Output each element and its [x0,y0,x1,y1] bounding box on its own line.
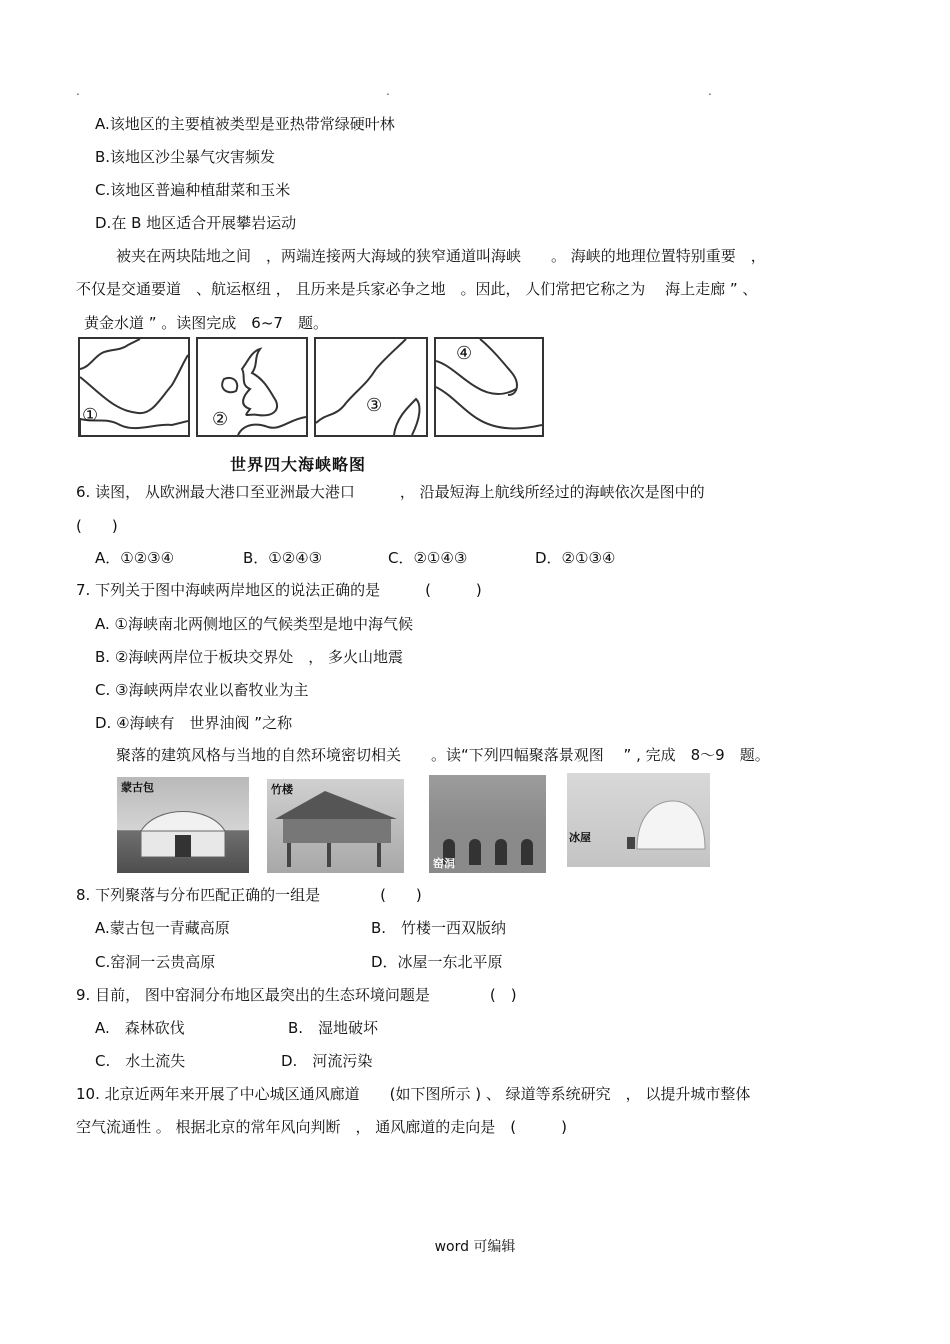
header-mark: . [708,84,712,98]
q9-option-d: D. 河流污染 [281,1052,373,1070]
q6-option-c: C．②①④③ [388,549,468,567]
q6-option-b: B．①②④③ [243,549,323,567]
q7-option-a: A. ①海峡南北两侧地区的气候类型是地中海气候 [95,615,413,633]
strait-label-3: ③ [366,395,383,416]
footer: word 可编辑 [434,1239,516,1255]
igloo-drawing [567,773,710,867]
q9-option-b: B. 湿地破坏 [288,1019,379,1037]
photo-bamboo-house [267,779,404,873]
header-mark: . [76,84,80,98]
passage1-line1: 被夹在两块陆地之间 ，两端连接两大海域的狭窄通道叫海峡 。 海峡的地理位置特别重要 ， [116,247,766,265]
q6-stem: 6. 读图， 从欧洲最大港口至亚洲最大港口 ， 沿最短海上航线所经过的海峡依次是图中的 [76,483,705,501]
q9-option-a: A. 森林砍伐 [95,1019,185,1037]
photo-label-igloo: 冰屋 [569,831,591,844]
q6-option-a: A．①②③④ [95,549,175,567]
q5-option-c: C.该地区普遍种植甜菜和玉米 [95,181,291,199]
q7-option-d: D. ④海峡有 世界油阀 ”之称 [95,714,293,732]
photo-yurt [117,777,249,873]
q9-option-c: C. 水土流失 [95,1052,186,1070]
q6-paren: ( ) [76,517,118,535]
strait-map-4-drawing [436,339,542,435]
strait-map-1 [78,337,190,437]
strait-figure-caption: 世界四大海峡略图 [230,455,367,474]
passage1-line3: 黄金水道 ” 。读图完成 6~7 题。 [84,314,328,332]
q5-option-b: B.该地区沙尘暴气灾害频发 [95,148,276,166]
q10-line2: 空气流通性 。 根据北京的常年风向判断 ， 通风廊道的走向是 ( ) [76,1118,568,1136]
q6-option-d: D．②①③④ [535,549,616,567]
q8-stem: 8. 下列聚落与分布匹配正确的一组是 ( ) [76,886,422,904]
q5-option-a: A.该地区的主要植被类型是亚热带常绿硬叶林 [95,115,395,133]
photo-cave-dwelling [429,775,546,873]
photo-igloo [567,773,710,867]
passage1-line2: 不仅是交通要道 、航运枢纽 ， 且历来是兵家必争之地 。因此， 人们常把它称之为 海上走廊 ” 、 [76,280,758,298]
q5-option-d: D.在 B 地区适合开展攀岩运动 [95,214,297,232]
q8-option-d: D．冰屋一东北平原 [371,953,503,971]
passage2: 聚落的建筑风格与当地的自然环境密切相关 。读“下列四幅聚落景观图 ” , 完成 8～9 题。 [116,746,770,764]
photo-label-cave: 窑洞 [433,857,455,870]
q7-stem: 7. 下列关于图中海峡两岸地区的说法正确的是 ( ) [76,581,482,599]
q8-option-a: A.蒙古包一青藏高原 [95,919,230,937]
header-mark: . [386,84,390,98]
q10-line1: 10. 北京近两年来开展了中心城区通风廊道 (如下图所示 ) 、 绿道等系统研究 ， 以提升城市整体 [76,1085,751,1103]
photo-label-bamboo: 竹楼 [271,783,293,796]
strait-map-3-drawing [316,339,426,435]
strait-map-3 [314,337,428,437]
strait-label-4: ④ [456,343,473,364]
strait-label-2: ② [212,409,229,430]
q7-option-c: C. ③海峡两岸农业以畜牧业为主 [95,681,309,699]
q9-stem: 9. 目前， 图中窑洞分布地区最突出的生态环境问题是 ( ) [76,986,517,1004]
strait-label-1: ① [82,405,99,426]
q7-option-b: B. ②海峡两岸位于板块交界处 ， 多火山地震 [95,648,404,666]
q8-option-c: C.窑洞一云贵高原 [95,953,216,971]
strait-map-2 [196,337,308,437]
photo-label-yurt: 蒙古包 [121,781,154,794]
q8-option-b: B. 竹楼一西双版纳 [371,919,507,937]
strait-map-4 [434,337,544,437]
